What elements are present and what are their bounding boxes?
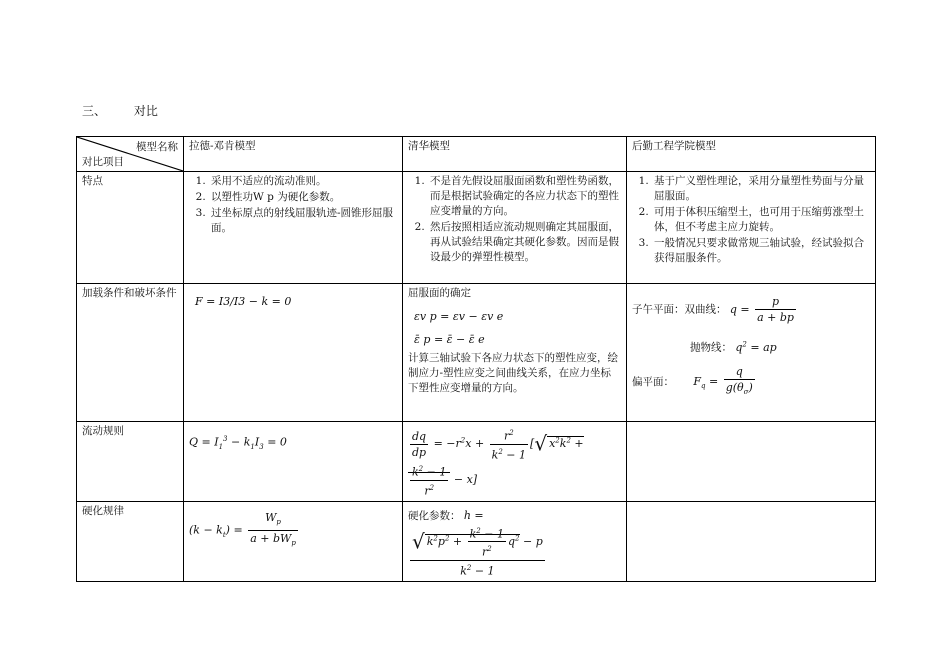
list-item: 3. 一般情况只要求做常规三轴试验，经试验拟合获得屈服条件。 (652, 236, 870, 266)
hardening-parameter-label: 硬化参数： (408, 509, 461, 522)
parabola-label: 抛物线： (690, 341, 732, 354)
volumetric-strain-formula: εv p = εv − εv e (414, 310, 504, 323)
hardening-logistics (627, 501, 876, 581)
loading-description: 计算三轴试验下各应力状态下的塑性应变，绘制应力-塑性应变之间曲线关系，在应力坐标下塑性应变增量的方向。 (408, 352, 618, 394)
deviatoric-formula: $F_q$ = $\frac{q}{g(\theta_\sigma)}$ (693, 364, 753, 396)
section-heading (82, 102, 158, 119)
row-label-features: 特点 (77, 172, 184, 284)
list-item: 1. 基于广义塑性理论，采用分量塑性势面与分量屈服面。 (652, 174, 870, 204)
loading-lade-duncan (184, 284, 403, 422)
yield-surface-title: 屈服面的确定 (408, 287, 471, 299)
deviatoric-plane-line (632, 364, 870, 400)
hardening-tsinghua (403, 501, 627, 581)
model-name-header: 模型名称 (136, 141, 178, 153)
hardening-row (77, 501, 876, 581)
row-label-flow: 流动规则 (77, 422, 184, 502)
header-row (77, 137, 876, 172)
list-item: 2. 然后按照相适应流动规则确定其屈服面，再从试验结果确定其硬化参数。因而是假设最少的弹塑性模型。 (428, 220, 621, 265)
flow-tsinghua (403, 422, 627, 502)
plastic-potential-formula: $Q = I_1^3 - k_1I_3 = 0$ (189, 435, 287, 451)
item-header: 对比项目 (82, 156, 124, 168)
hardening-parameter-formula: h = √ $k^2p^2$ + $\frac{k^2 - 1}{r^2}$ $q^2 - p$ $k^2 - 1$ (412, 508, 543, 578)
features-logistics (627, 172, 876, 284)
parabola-line (690, 337, 870, 356)
meridian-plane-line (632, 294, 870, 325)
hardening-law-formula: $(k - k_t)$ = $\frac{W_p}{a + bW_p}$ (189, 510, 296, 547)
hyperbola-formula: q = $\frac{p}{a + bp}$ (729, 295, 794, 324)
col-header-tsinghua: 清华模型 (403, 137, 627, 172)
features-row (77, 172, 876, 284)
deviatoric-label: 偏平面： (632, 375, 674, 388)
flow-lade-duncan (184, 422, 403, 502)
row-label-hardening: 硬化规律 (77, 501, 184, 581)
list-item: 1. 采用不适应的流动准则。 (209, 174, 397, 189)
list-item: 1. 不是首先假设屈服面函数和塑性势函数，而是根据试验确定的各应力状态下的塑性应变增量的方向。 (428, 174, 621, 219)
col-header-logistics: 后勤工程学院模型 (627, 137, 876, 172)
list-item: 2. 以塑性功W p 为硬化参数。 (209, 190, 397, 205)
flow-direction-formula: $\frac{dq}{dp}$ = $-r^2x$ + $\frac{r^2}{k^2 - 1}$ [√ $x^2k^2$ + $\frac{k^2 - 1}{r^2}$ − x] (408, 426, 621, 499)
list-item: 2. 可用于体积压缩型土，也可用于压缩剪涨型土体，但不考虑主应力旋转。 (652, 205, 870, 235)
row-label-loading: 加载条件和破坏条件 (77, 284, 184, 422)
diagonal-header-cell (77, 137, 184, 172)
loading-row (77, 284, 876, 422)
loading-logistics (627, 284, 876, 422)
flow-logistics (627, 422, 876, 502)
flow-row (77, 422, 876, 502)
features-lade-duncan (184, 172, 403, 284)
loading-tsinghua (403, 284, 627, 422)
list-item: 3. 过坐标原点的射线屈服轨迹-圆锥形屈服面。 (209, 206, 397, 236)
hardening-parameter-line (408, 508, 621, 579)
section-title: 对比 (133, 104, 158, 118)
comparison-table (76, 136, 876, 582)
features-tsinghua (403, 172, 627, 284)
yield-function-formula: F = I3/I3 − k = 0 (195, 295, 292, 308)
meridian-label: 子午平面：双曲线： (632, 303, 727, 316)
shear-strain-formula: ε̄ p = ε̄ − ε̄ e (414, 333, 485, 346)
parabola-formula: $q^2$ = ap (735, 340, 777, 354)
section-number: 三、 (82, 104, 107, 118)
hardening-lade-duncan (184, 501, 403, 581)
col-header-lade-duncan: 拉德-邓肯模型 (184, 137, 403, 172)
